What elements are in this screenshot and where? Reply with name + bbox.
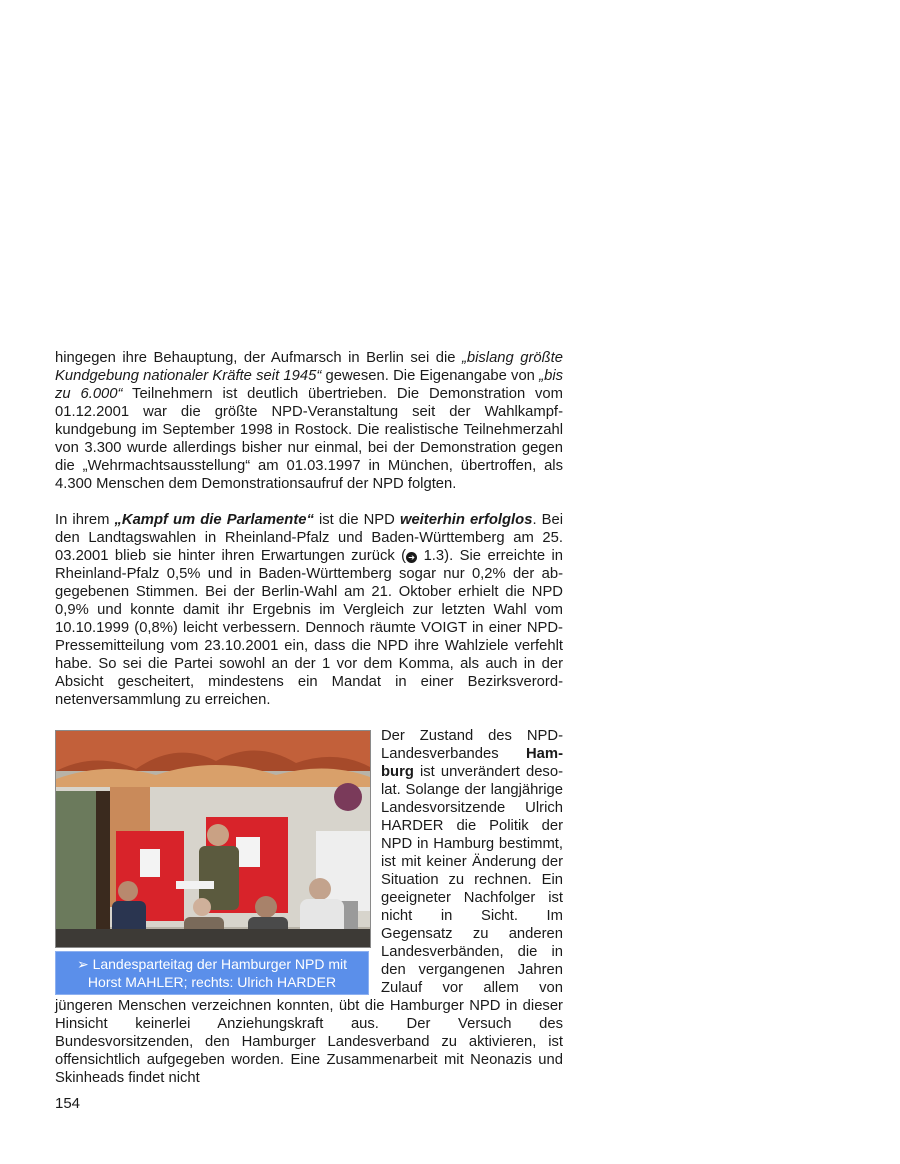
emphasis-hamburg: Hamburg (381, 746, 563, 780)
paragraph-1: hingegen ihre Behauptung, der Aufmarsch in Berlin sei die „bislang größte Kundgebung nationaler Kräfte seit 1945“ gewesen. Die Eigenangabe von „bis zu 6.000“ Teilnehmern ist deutlich übertrieben. Die Demonstration vom 01.12.2001 war die größte NPD-Veranstaltung seit der Wahlkampfkundgebung im September 1998 in Rostock. Die realistische Teilnehmerzahl von 3.300 wurde allerdings bisher nur einmal, bei der Demonstration gegen die „Wehrmachtsausstellung“ am 01.03.1997 in München, übertroffen, als 4.300 Menschen dem Demonstrationsaufruf der NPD folgten. (55, 350, 563, 492)
cross-reference[interactable]: 1.3 (423, 548, 445, 564)
paragraph-2: In ihrem „Kampf um die Parlamente“ ist die NPD weiterhin erfolglos. Bei den Landtagswahlen in Rheinland-Pfalz und Baden-Württemberg am 25. 03.2001 blieb sie hinter ihren Erwartungen zurück ( ➔ 1.3). Sie erreichte in Rheinland-Pfalz 0,5% und in Baden-Württemberg sogar nur 0,2% der abgegebenen Stimmen. Bei der Berlin-Wahl am 21. Oktober erhielt die NPD 0,9% und konnte damit ihr Ergebnis im Vergleich zur letzten Wahl vom 10.10.1999 (0,8%) leicht verbessern. Dennoch räumte VOIGT in einer NPD-Pressemitteilung vom 23.10.2001 ein, dass die NPD ihre Wahlziele verfehlt habe. So sei die Partei sowohl an der 1 vor dem Komma, als auch in der Absicht gescheitert, mindestens ein Mandat in einer Bezirksverordnetenversammlung zu erreichen. (55, 512, 564, 708)
quote-6000: „bis zu 6.000“ (55, 368, 563, 402)
arrow-right-icon: ➔ (406, 552, 417, 563)
caption-line-2: Horst MAHLER; rechts: Ulrich HARDER (87, 974, 337, 990)
figure (55, 730, 371, 995)
photo-caption (55, 951, 369, 995)
page-number: 154 (55, 1095, 81, 1112)
hamburg-section (55, 727, 563, 1087)
paragraph-3: Der Zustand des NPD-Landesverbandes Hamburg ist unverändert desolat. Solange der langjährige Landesvorsitzende Ulrich HARDER die Politik der NPD in Hamburg bestimmt, ist mit keiner Änderung der Situation zu rechnen. Ein geeigneter Nachfolger ist nicht in Sicht. Im Gegensatz zu anderen Landesverbänden, die in den vergangenen Jahren Zulauf vor allem von jüngeren Menschen verzeichnen konnten, übt die Hamburger NPD in dieser Hinsicht keinerlei Anziehungskraft aus. Der Versuch des Bundesvorsitzenden, den Hamburger Landesverband zu aktivieren, ist offensichtlich aufgegeben worden. Eine Zusammenarbeit mit Neonazis und Skinheads findet nicht (55, 728, 563, 1086)
photo-party-congress (55, 730, 371, 948)
page-body (55, 349, 563, 1087)
caption-line-1: ➢ Landesparteitag der Hamburger NPD mit (76, 956, 348, 972)
emphasis-erfolglos: weiterhin erfolglos (399, 512, 533, 528)
quote-largest-rally: „bislang größte Kundgebung nationaler Kräfte seit 1945“ (55, 350, 563, 384)
quote-kampf-parlamente: „Kampf um die Parlamente“ (114, 512, 314, 528)
